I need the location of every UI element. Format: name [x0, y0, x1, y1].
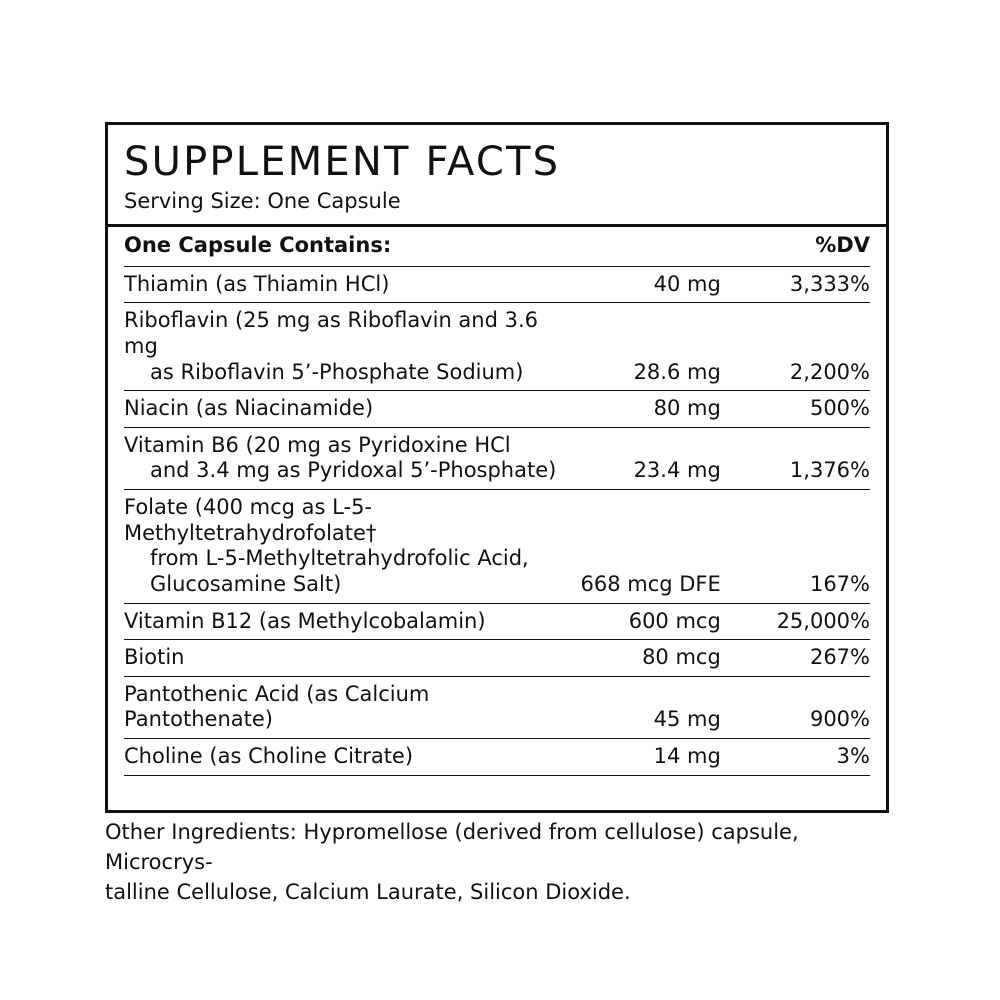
nutrient-amount: 14 mg [557, 738, 721, 774]
nutrient-name-line: and 3.4 mg as Pyridoxal 5’-Phosphate) [150, 458, 557, 483]
nutrient-name-line: as Riboflavin 5’-Phosphate Sodium) [150, 359, 524, 384]
supplement-facts-panel [105, 122, 889, 813]
nutrient-name-line: Glucosamine Salt) [150, 571, 342, 596]
nutrient-name-line: Riboflavin (25 mg as Riboflavin and 3.6 mg [124, 308, 539, 359]
nutrient-name-line: Folate (400 mcg as L-5-Methyltetrahydrofolate† [124, 495, 377, 545]
nutrient-name [124, 391, 557, 428]
nutrient-dv: 25,000% [721, 603, 870, 640]
header-dv-label: %DV [815, 233, 870, 258]
panel-bottom-space [124, 776, 870, 810]
nutrient-name-line: Vitamin B6 (20 mg as Pyridoxine HCl [124, 432, 511, 457]
table-row [124, 490, 870, 603]
facts-table [124, 227, 870, 774]
table-row [124, 303, 870, 391]
nutrient-name [124, 303, 557, 391]
nutrient-amount: 40 mg [557, 266, 721, 303]
nutrient-dv: 3% [721, 738, 870, 774]
nutrient-name-line: Thiamin (as Thiamin HCl) [124, 271, 390, 296]
nutrient-dv: 2,200% [721, 303, 870, 391]
nutrient-dv: 900% [721, 676, 870, 738]
other-ingredients-line: talline Cellulose, Calcium Laurate, Silicon Dioxide. [105, 879, 631, 904]
nutrient-amount: 23.4 mg [557, 427, 721, 489]
nutrient-amount: 80 mcg [557, 640, 721, 677]
facts-table-wrap [108, 227, 886, 809]
nutrient-dv: 167% [721, 490, 870, 603]
panel-inner [108, 125, 886, 214]
nutrient-name [124, 676, 557, 738]
nutrient-dv: 267% [721, 640, 870, 677]
nutrient-name [124, 640, 557, 677]
table-row [124, 676, 870, 738]
header-contains-label: One Capsule Contains: [124, 233, 392, 258]
table-row [124, 391, 870, 428]
nutrient-name [124, 490, 557, 603]
nutrient-dv: 3,333% [721, 266, 870, 303]
nutrient-amount: 80 mg [557, 391, 721, 428]
table-row [124, 738, 870, 774]
other-ingredients [105, 818, 905, 907]
nutrient-name [124, 738, 557, 774]
serving-size: Serving Size: One Capsule [124, 189, 401, 213]
page-title: SUPPLEMENT FACTS [124, 139, 561, 185]
nutrient-dv: 500% [721, 391, 870, 428]
nutrient-name-line: Vitamin B12 (as Methylcobalamin) [124, 608, 486, 633]
nutrient-name-line: Biotin [124, 645, 185, 670]
nutrient-amount: 45 mg [557, 676, 721, 738]
nutrient-name-line: from L-5-Methyltetrahydrofolic Acid, [150, 546, 529, 571]
nutrient-name [124, 603, 557, 640]
header-amount-spacer [557, 227, 721, 266]
other-ingredients-line: Other Ingredients: Hypromellose (derived from cellulose) capsule, Microcrys- [105, 820, 799, 874]
nutrient-name [124, 266, 557, 303]
nutrient-amount: 28.6 mg [557, 303, 721, 391]
table-header-row [124, 227, 870, 266]
nutrient-amount: 668 mcg DFE [557, 490, 721, 603]
nutrient-dv: 1,376% [721, 427, 870, 489]
table-row [124, 266, 870, 303]
table-row [124, 427, 870, 489]
facts-table-body [124, 227, 870, 774]
table-row [124, 603, 870, 640]
nutrient-name-line: Pantothenic Acid (as Calcium Pantothenate) [124, 681, 430, 732]
nutrient-name-line: Choline (as Choline Citrate) [124, 743, 414, 768]
nutrient-amount: 600 mcg [557, 603, 721, 640]
nutrient-name-line: Niacin (as Niacinamide) [124, 396, 374, 421]
nutrient-name [124, 427, 557, 489]
table-row [124, 640, 870, 677]
